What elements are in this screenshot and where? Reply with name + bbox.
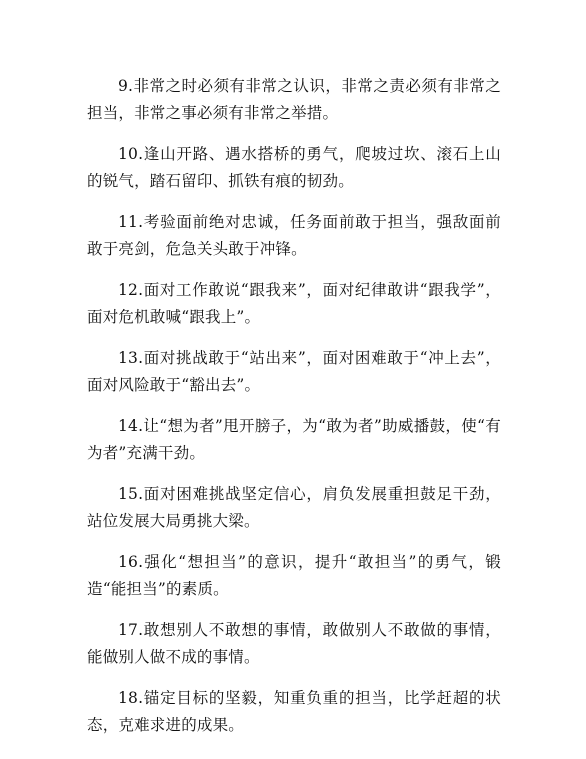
paragraph-15: 15.面对困难挑战坚定信心，肩负发展重担鼓足干劲，站位发展大局勇挑大梁。 — [87, 485, 501, 530]
paragraph-11: 11.考验面前绝对忠诚，任务面前敢于担当，强敌面前敢于亮剑，危急关头敢于冲锋。 — [87, 213, 501, 258]
paragraph-12: 12.面对工作敢说“跟我来”，面对纪律敢讲“跟我学”，面对危机敢喊“跟我上”。 — [87, 281, 501, 326]
document-body — [87, 73, 501, 753]
paragraph-9: 9.非常之时必须有非常之认识，非常之责必须有非常之担当，非常之事必须有非常之举措。 — [87, 77, 501, 122]
paragraph-16: 16.强化“想担当”的意识，提升“敢担当”的勇气，锻造“能担当”的素质。 — [87, 553, 501, 598]
paragraph-17: 17.敢想别人不敢想的事情，敢做别人不敢做的事情，能做别人做不成的事情。 — [87, 621, 501, 666]
paragraph-18: 18.锚定目标的坚毅，知重负重的担当，比学赶超的状态，克难求进的成果。 — [87, 689, 501, 734]
paragraph-10: 10.逢山开路、遇水搭桥的勇气，爬坡过坎、滚石上山的锐气，踏石留印、抓铁有痕的韧劲。 — [87, 145, 501, 190]
paragraph-13: 13.面对挑战敢于“站出来”，面对困难敢于“冲上去”，面对风险敢于“豁出去”。 — [87, 349, 501, 394]
paragraph-14: 14.让“想为者”甩开膀子，为“敢为者”助威播鼓，使“有为者”充满干劲。 — [87, 417, 501, 462]
